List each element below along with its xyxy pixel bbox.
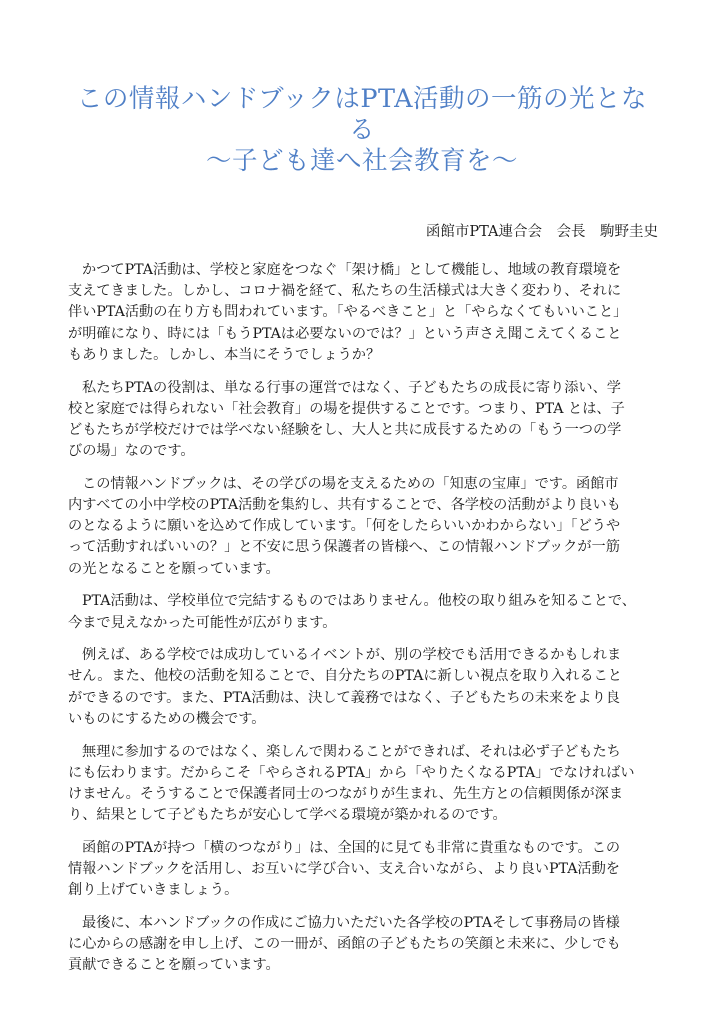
- paragraph-line: かつてPTA活動は、学校と家庭をつなぐ「架け橋」として機能し、地域の教育環境を: [82, 262, 622, 278]
- paragraph-line: PTA活動は、学校単位で完結するものではありません。他校の取り組みを知ることで、: [82, 593, 636, 610]
- document-body: [68, 260, 660, 988]
- document-title: [60, 84, 664, 177]
- paragraph-line: り、結果として子どもたちが安心して学べる環境が築かれるのです。: [68, 807, 507, 824]
- paragraph-line: 無理に参加するのではなく、楽しんで関わることができれば、それは必ず子どもたち: [82, 743, 621, 760]
- paragraph-line: 創り上げていきましょう。: [68, 882, 239, 899]
- paragraph-line: って活動すればいいの？」と不安に思う保護者の皆様へ、この情報ハンドブックが一筋: [68, 539, 620, 556]
- paragraph: [68, 838, 660, 902]
- paragraph-line: もありました。しかし、本当にそうでしょうか？: [68, 346, 381, 363]
- title-line-3: 〜子ども達へ社会教育を〜: [205, 146, 518, 176]
- paragraph-line: どもたちが学校だけでは学べない経験をし、大人と共に成長するための「もう一つの学: [68, 421, 622, 438]
- paragraph-line: せん。また、他校の活動を知ることで、自分たちのPTAに新しい視点を取り入れること: [68, 668, 622, 685]
- paragraph: [68, 913, 660, 977]
- title-line-1: この情報ハンドブックはPTA活動の一筋の光とな: [76, 84, 648, 114]
- title-line-2: る: [348, 115, 375, 145]
- paragraph-line: ができるのです。また、PTA活動は、決して義務ではなく、子どもたちの未来をより良: [68, 689, 620, 706]
- paragraph: [68, 378, 660, 463]
- paragraph-line: の光となることを願っています。: [68, 560, 280, 577]
- paragraph-line: びの場」なのです。: [68, 443, 195, 460]
- paragraph-line: 最後に、本ハンドブックの作成にご協力いただいた各学校のPTAそして事務局の皆様: [82, 914, 620, 931]
- paragraph: [68, 645, 660, 730]
- paragraph: [68, 742, 660, 827]
- paragraph-line: にも伝わります。だからこそ「やらされるPTA」から「やりたくなるPTA」でなければい: [68, 764, 635, 781]
- paragraph-line: この情報ハンドブックは、その学びの場を支えるための「知恵の宝庫」です。函館市: [82, 475, 619, 492]
- paragraph: [68, 474, 660, 580]
- paragraph-line: 情報ハンドブックを活用し、お互いに学び合い、支え合いながら、より良いPTA活動を: [68, 861, 620, 878]
- paragraph: [68, 591, 660, 633]
- paragraph: [68, 260, 660, 366]
- paragraph-line: いものにするための機会です。: [68, 710, 266, 727]
- paragraph-line: 函館のPTAが持つ「横のつながり」は、全国的に見ても非常に貴重なものです。この: [82, 839, 621, 856]
- author-byline: 函館市PTA連合会 会長 駒野圭史: [425, 224, 658, 240]
- paragraph-line: 内すべての小中学校のPTA活動を集約し、共有することで、各学校の活動がより良いも: [68, 497, 621, 514]
- paragraph-line: 支えてきました。しかし、コロナ禍を経て、私たちの生活様式は大きく変わり、それに: [68, 283, 622, 300]
- paragraph-line: 伴いPTA活動の在り方も問われています。「やるべきこと」と「やらなくてもいいこと」: [68, 304, 628, 321]
- paragraph-line: けません。そうすることで保護者同士のつながりが生まれ、先生方との信頼関係が深ま: [68, 785, 624, 802]
- paragraph-line: のとなるように願いを込めて作成しています。「何をしたらいいかわからない」「どうや: [68, 518, 621, 535]
- paragraph-line: 貢献できることを願っています。: [68, 957, 280, 974]
- paragraph-line: 例えば、ある学校では成功しているイベントが、別の学校でも活用できるかもしれま: [82, 647, 622, 664]
- paragraph-line: が明確になり、時には「もうPTAは必要ないのでは？」という声さえ聞こえてくること: [68, 325, 622, 342]
- paragraph-line: に心からの感謝を申し上げ、この一冊が、函館の子どもたちの笑顔と未来に、少しでも: [68, 936, 621, 953]
- paragraph-line: 今まで見えなかった可能性が広がります。: [68, 614, 337, 631]
- paragraph-line: 私たちPTAの役割は、単なる行事の運営ではなく、子どもたちの成長に寄り添い、学: [82, 379, 621, 396]
- paragraph-line: 校と家庭では得られない「社会教育」の場を提供することです。つまり、PTA とは、子: [68, 400, 625, 417]
